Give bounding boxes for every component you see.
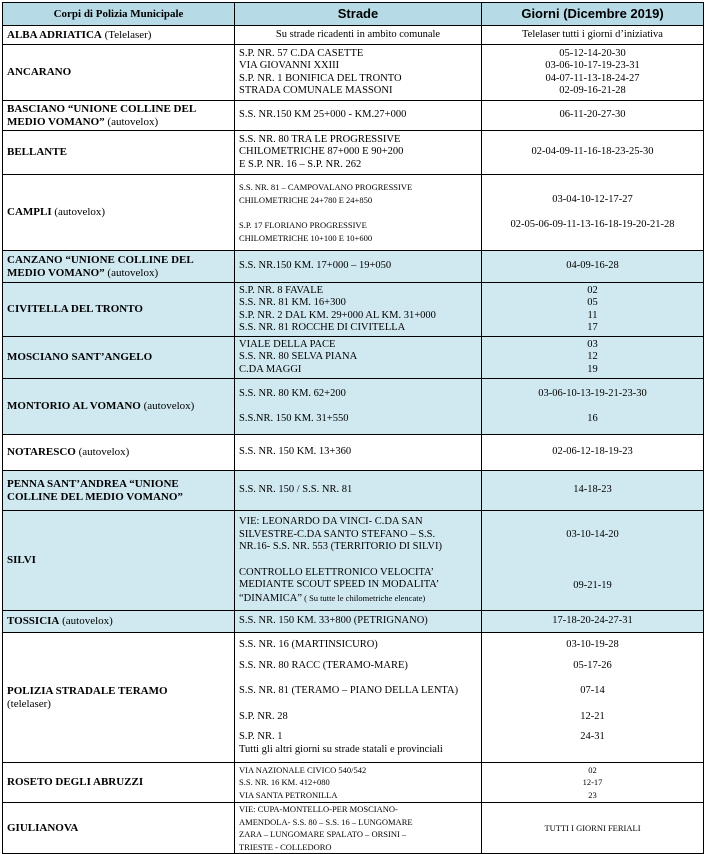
table-row	[3, 131, 704, 175]
table-row	[3, 611, 704, 633]
table-row	[3, 26, 704, 45]
street-line: NR.16- S.S. NR. 553 (TERRITORIO DI SILVI)	[239, 541, 443, 552]
street-line: Su strade ricadenti in ambito comunale	[275, 28, 441, 40]
street-line: S.P. NR. 1	[239, 731, 283, 742]
street-line: S.P. NR. 1 BONIFICA DEL TRONTO	[239, 72, 402, 84]
corp-name: ANCARANO	[7, 66, 72, 79]
street-cell	[235, 251, 482, 283]
street-line: VIE: LEONARDO DA VINCI- C.DA SAN	[239, 516, 423, 527]
days-cell	[482, 471, 704, 511]
street-cell	[235, 379, 482, 435]
table-row	[3, 45, 704, 101]
corp-cell	[3, 379, 235, 435]
day-line: 06-11-20-27-30	[559, 109, 626, 121]
corp-name: MONTORIO AL VOMANO	[7, 400, 141, 413]
street-line: Tutti gli altri giorni su strade statali e provinciali	[239, 743, 443, 755]
street-line: S.P. NR. 28	[239, 710, 288, 722]
street-line: ZARA – LUNGOMARE SPALATO – ORSINI –	[239, 829, 407, 839]
street-cell	[235, 471, 482, 511]
day-line: 17	[587, 322, 598, 333]
corp-cell	[3, 471, 235, 511]
street-cell	[235, 131, 482, 175]
street-cell	[235, 511, 482, 611]
days-cell	[482, 511, 704, 611]
corp-cell	[3, 611, 235, 633]
street-line: S.P. NR. 57 C.DA CASETTE	[239, 47, 364, 59]
street-line: CONTROLLO ELETTRONICO VELOCITA’	[239, 566, 434, 578]
corp-cell	[3, 283, 235, 337]
days-cell	[482, 175, 704, 251]
street-line: MEDIANTE SCOUT SPEED IN MODALITA’	[239, 579, 440, 590]
corp-name: GIULIANOVA	[7, 821, 79, 834]
street-line: CHILOMETRICHE 87+000 E 90+200	[239, 146, 404, 158]
street-line: TRIESTE - COLLEDORO	[239, 841, 332, 852]
day-line: 09-21-19	[573, 579, 612, 591]
street-line: E S.P. NR. 16 – S.P. NR. 262	[239, 158, 362, 170]
day-line: 07-14	[580, 685, 605, 696]
street-line: S.S. NR. 80 TRA LE PROGRESSIVE	[239, 133, 401, 145]
days-cell	[482, 379, 704, 435]
corp-cell	[3, 131, 235, 175]
table-row	[3, 511, 704, 611]
street-line: AMENDOLA- S.S. 80 – S.S. 16 – LUNGOMARE	[239, 816, 413, 827]
day-line: 02	[587, 284, 598, 296]
day-line: 23	[588, 789, 597, 800]
table-row	[3, 379, 704, 435]
corp-cell	[3, 633, 235, 763]
street-cell	[235, 45, 482, 101]
street-cell	[235, 283, 482, 337]
corp-name: CIVITELLA DEL TRONTO	[7, 303, 143, 316]
header-strade: Strade	[235, 3, 482, 26]
corp-note: (autovelox)	[51, 206, 106, 219]
street-line: VIA NAZIONALE CIVICO 540/542	[239, 764, 367, 775]
table-row	[3, 251, 704, 283]
day-line: Telelaser tutti i giorni d’iniziativa	[522, 28, 663, 40]
corp-name: CANZANO “UNIONE COLLINE DEL MEDIO VOMANO”	[7, 254, 194, 279]
day-line: TUTTI I GIORNI FERIALI	[544, 822, 641, 833]
corp-note: (autovelox)	[104, 266, 159, 279]
table-row	[3, 633, 704, 763]
header-giorni: Giorni (Dicembre 2019)	[482, 3, 704, 26]
street-line: S.S.NR. 150 KM. 31+550	[239, 413, 349, 424]
day-line: 16	[587, 413, 598, 424]
day-line: 02-06-12-18-19-23	[552, 446, 633, 458]
street-cell	[235, 633, 482, 763]
days-cell	[482, 45, 704, 101]
table-row	[3, 435, 704, 471]
corp-cell	[3, 45, 235, 101]
day-line: 02-09-16-21-28	[559, 85, 626, 96]
street-line: C.DA MAGGI	[239, 363, 302, 375]
corp-cell	[3, 175, 235, 251]
corp-name: BELLANTE	[7, 146, 67, 159]
corp-note: (autovelox)	[75, 446, 130, 459]
street-note: ( Su tutte le chilometriche elencate)	[302, 592, 426, 603]
corp-name: SILVI	[7, 554, 36, 567]
day-line: 03-04-10-12-17-27	[552, 193, 633, 205]
street-cell	[235, 803, 482, 854]
street-cell	[235, 337, 482, 379]
days-cell	[482, 803, 704, 854]
street-cell	[235, 26, 482, 45]
street-line: S.S. NR.150 KM. 17+000 – 19+050	[239, 260, 392, 272]
street-line: S.S. NR. 80 SELVA PIANA	[239, 351, 358, 363]
day-line: 19	[587, 363, 598, 375]
street-line: S.S. NR. 16 (MARTINSICURO)	[239, 639, 378, 650]
corp-note: (Telelaser)	[101, 28, 152, 41]
street-line: S.S. NR. 150 / S.S. NR. 81	[239, 484, 353, 496]
street-line: CHILOMETRICHE 24+780 E 24+850	[239, 194, 373, 205]
day-line: 03-06-10-17-19-23-31	[545, 60, 640, 71]
table-row	[3, 283, 704, 337]
days-cell	[482, 337, 704, 379]
day-line: 02-04-09-11-16-18-23-25-30	[531, 146, 654, 158]
street-line: S.S. NR. 80 KM. 62+200	[239, 387, 346, 399]
corp-note: (autovelox)	[104, 115, 159, 128]
street-cell	[235, 611, 482, 633]
day-line: 04-07-11-13-18-24-27	[545, 72, 640, 84]
corp-note: (telelaser)	[7, 697, 51, 710]
street-line: VIALE DELLA PACE	[239, 338, 336, 350]
corp-name: MOSCIANO SANT’ANGELO	[7, 351, 153, 364]
days-cell	[482, 101, 704, 131]
corp-cell	[3, 511, 235, 611]
street-line: STRADA COMUNALE MASSONI	[239, 85, 393, 96]
table-row	[3, 803, 704, 854]
day-line: 11	[587, 309, 598, 321]
day-line: 05-12-14-20-30	[559, 47, 626, 59]
street-cell	[235, 435, 482, 471]
corp-note: (autovelox)	[59, 615, 113, 628]
street-line: S.S. NR. 150 KM. 33+800 (PETRIGNANO)	[239, 615, 428, 627]
day-line: 14-18-23	[573, 484, 612, 496]
corp-cell	[3, 763, 235, 803]
day-line: 03-06-10-13-19-21-23-30	[538, 387, 647, 399]
days-cell	[482, 131, 704, 175]
corp-name: PENNA SANT’ANDREA “UNIONE COLLINE DEL MEDIO VOMANO”	[7, 478, 183, 503]
day-line: 05-17-26	[573, 659, 612, 671]
street-line: VIE: CUPA-MONTELLO-PER MOSCIANO-	[239, 804, 398, 814]
street-line: S.S. NR. 81 (TERAMO – PIANO DELLA LENTA)	[239, 685, 459, 696]
day-line: 17-18-20-24-27-31	[552, 615, 633, 627]
street-line: VIA SANTA PETRONILLA	[239, 789, 338, 800]
street-line: VIA GIOVANNI XXIII	[239, 60, 340, 71]
day-line: 02-05-06-09-11-13-16-18-19-20-21-28	[510, 219, 675, 230]
corp-cell	[3, 435, 235, 471]
corp-name: ROSETO DEGLI ABRUZZI	[7, 776, 144, 789]
days-cell	[482, 633, 704, 763]
corp-name: BASCIANO “UNIONE COLLINE DEL MEDIO VOMANO”	[7, 103, 196, 128]
street-line: S.P. NR. 2 DAL KM. 29+000 AL KM. 31+000	[239, 309, 436, 321]
street-line: S.S. NR. 81 – CAMPOVALANO PROGRESSIVE	[239, 182, 413, 192]
day-line: 05	[587, 297, 598, 308]
day-line: 04-09-16-28	[566, 260, 619, 272]
street-line: S.P. 17 FLORIANO PROGRESSIVE	[239, 220, 367, 230]
days-cell	[482, 251, 704, 283]
day-line: 03-10-14-20	[566, 529, 619, 540]
street-cell	[235, 763, 482, 803]
street-line: S.S. NR. 16 KM. 412+080	[239, 777, 330, 788]
table-row	[3, 471, 704, 511]
days-cell	[482, 435, 704, 471]
corp-cell	[3, 26, 235, 45]
day-line: 03	[587, 338, 598, 350]
corp-name: ALBA ADRIATICA	[7, 28, 102, 41]
table-row	[3, 337, 704, 379]
street-cell	[235, 175, 482, 251]
table-row	[3, 763, 704, 803]
corp-cell	[3, 337, 235, 379]
street-line: “DINAMICA”	[239, 592, 302, 604]
street-line: CHILOMETRICHE 10+100 E 10+600	[239, 232, 373, 243]
header-corpi: Corpi di Polizia Municipale	[3, 3, 235, 26]
day-line: 24-31	[580, 731, 605, 742]
corp-cell	[3, 101, 235, 131]
day-line: 02	[588, 764, 597, 775]
street-line: S.S. NR. 150 KM. 13+360	[239, 446, 352, 458]
days-cell	[482, 611, 704, 633]
street-line: SILVESTRE-C.DA SANTO STEFANO – S.S.	[239, 528, 436, 540]
day-line: 12-17	[582, 777, 603, 788]
street-line: S.P. NR. 8 FAVALE	[239, 284, 324, 296]
day-line: 12	[587, 351, 598, 363]
corp-name: TOSSICIA	[7, 615, 60, 628]
day-line: 03-10-19-28	[566, 639, 619, 650]
corp-name: POLIZIA STRADALE TERAMO	[7, 685, 168, 697]
table-row	[3, 175, 704, 251]
speed-control-table	[2, 2, 704, 854]
corp-name: NOTARESCO	[7, 446, 76, 459]
table-header-row	[3, 3, 704, 26]
day-line: 12-21	[580, 710, 605, 722]
corp-cell	[3, 803, 235, 854]
days-cell	[482, 763, 704, 803]
days-cell	[482, 283, 704, 337]
street-line: S.S. NR.150 KM 25+000 - KM.27+000	[239, 109, 407, 121]
street-line: S.S. NR. 81 KM. 16+300	[239, 297, 346, 308]
corp-note: (autovelox)	[140, 400, 195, 413]
table-row	[3, 101, 704, 131]
street-cell	[235, 101, 482, 131]
days-cell	[482, 26, 704, 45]
corp-name: CAMPLI	[7, 206, 52, 219]
street-line: S.S. NR. 80 RACC (TERAMO-MARE)	[239, 659, 408, 671]
corp-cell	[3, 251, 235, 283]
street-line: S.S. NR. 81 ROCCHE DI CIVITELLA	[239, 322, 406, 333]
